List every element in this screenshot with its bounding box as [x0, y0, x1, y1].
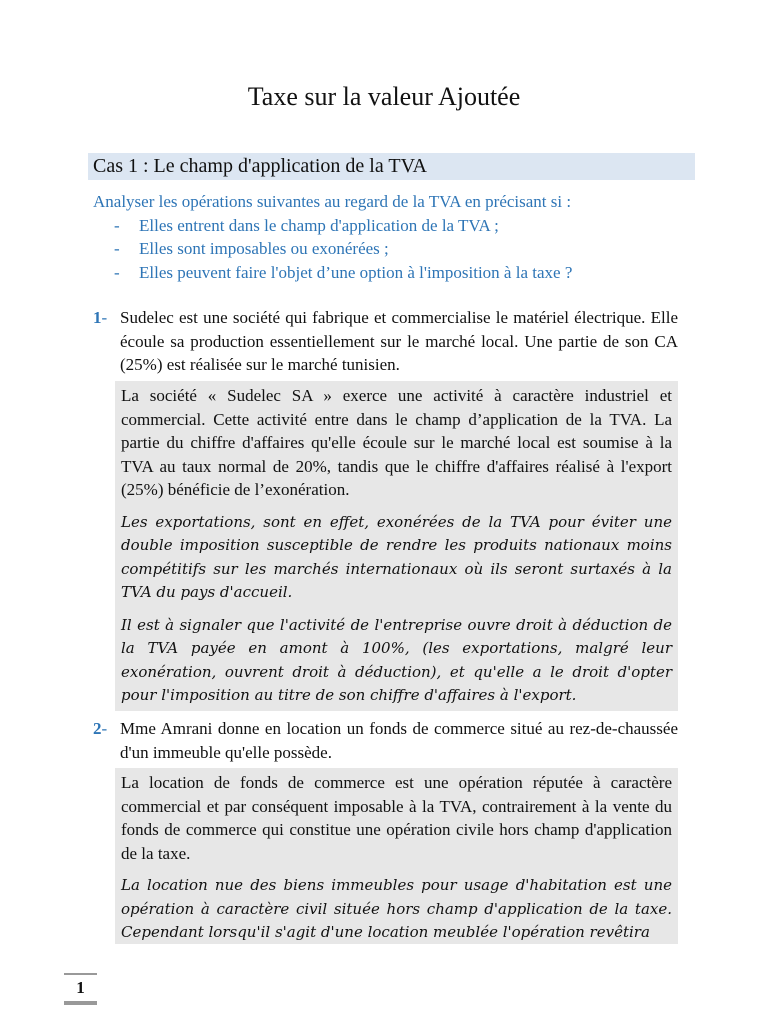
page-title: Taxe sur la valeur Ajoutée — [247, 82, 521, 111]
question-number: 2- — [93, 719, 108, 738]
bullet-dash: - — [114, 262, 120, 282]
case-heading: Cas 1 : Le champ d'application de la TVA — [88, 153, 695, 180]
bullet-dash: - — [114, 239, 120, 258]
answer-paragraph-italic: La location nue des biens immeubles pour usage d'habitation est une opération à caractère civil située hors champ d'application de la taxe. Cependant lorsqu'il s'agit d'une location meublée l'opération revêtira — [121, 876, 672, 941]
criteria-item — [93, 214, 693, 238]
answer-1 — [115, 381, 678, 711]
criteria-list — [93, 214, 693, 285]
answer-paragraph-italic: Les exportations, sont en effet, exonérées de la TVA pour éviter une double imposition susceptible de rendre les produits nationaux moins compétitifs sur les marchés internationaux où ils seront surtaxés à la TVA du pays d'accueil. — [121, 512, 672, 601]
answer-2 — [115, 768, 678, 944]
criteria-item — [93, 237, 693, 261]
question-text: Sudelec est une société qui fabrique et commercialise le matériel électrique. Elle écoule sa production essentiellement sur le marché local. Une partie de son CA (25%) est réalisée sur le marché tunisien. — [120, 308, 678, 374]
question-1 — [93, 306, 678, 377]
criteria-text: Elles entrent dans le champ d'application de la TVA ; — [139, 215, 499, 235]
page-number: 1 — [76, 978, 85, 997]
criteria-text: Elles sont imposables ou exonérées ; — [139, 239, 389, 258]
question-number: 1- — [93, 308, 108, 327]
criteria-text: Elles peuvent faire l'objet d’une option à l'imposition à la taxe ? — [139, 262, 573, 282]
answer-paragraph: La société « Sudelec SA » exerce une activité à caractère industriel et commercial. Cette activité entre dans le champ d’application de la TVA. La partie du chiffre d'affaires qu'elle écoule sur le marché local est soumise à la TVA au taux normal de 20%, tandis que le chiffre d'affaires réalisé à l'export (25%) bénéficie de l’exonération. — [121, 386, 672, 499]
answer-paragraph: La location de fonds de commerce est une opération réputée à caractère commercial et par conséquent imposable à la TVA, contrairement à la vente du fonds de commerce qui constitue une opération civile hors champ d'application de la taxe. — [121, 773, 672, 863]
footer-rule — [64, 1001, 97, 1005]
footer-rule — [64, 973, 97, 975]
question-text: Mme Amrani donne en location un fonds de commerce situé au rez-de-chaussée d'un immeuble qu'elle possède. — [120, 719, 678, 762]
answer-paragraph-italic: Il est à signaler que l'activité de l'entreprise ouvre droit à déduction de la TVA payée en amont à 100%, (les exportations, malgré leur exonération, ouvrent droit à déduction), et qu'elle a le droit d'opter pour l'imposition au titre de son chiffre d'affaires à l'export. — [121, 615, 672, 704]
instructions — [93, 190, 693, 284]
instructions-text: Analyser les opérations suivantes au regard de la TVA en précisant si : — [93, 192, 572, 211]
question-2 — [93, 717, 678, 764]
criteria-item — [93, 261, 693, 285]
bullet-dash: - — [114, 215, 120, 235]
